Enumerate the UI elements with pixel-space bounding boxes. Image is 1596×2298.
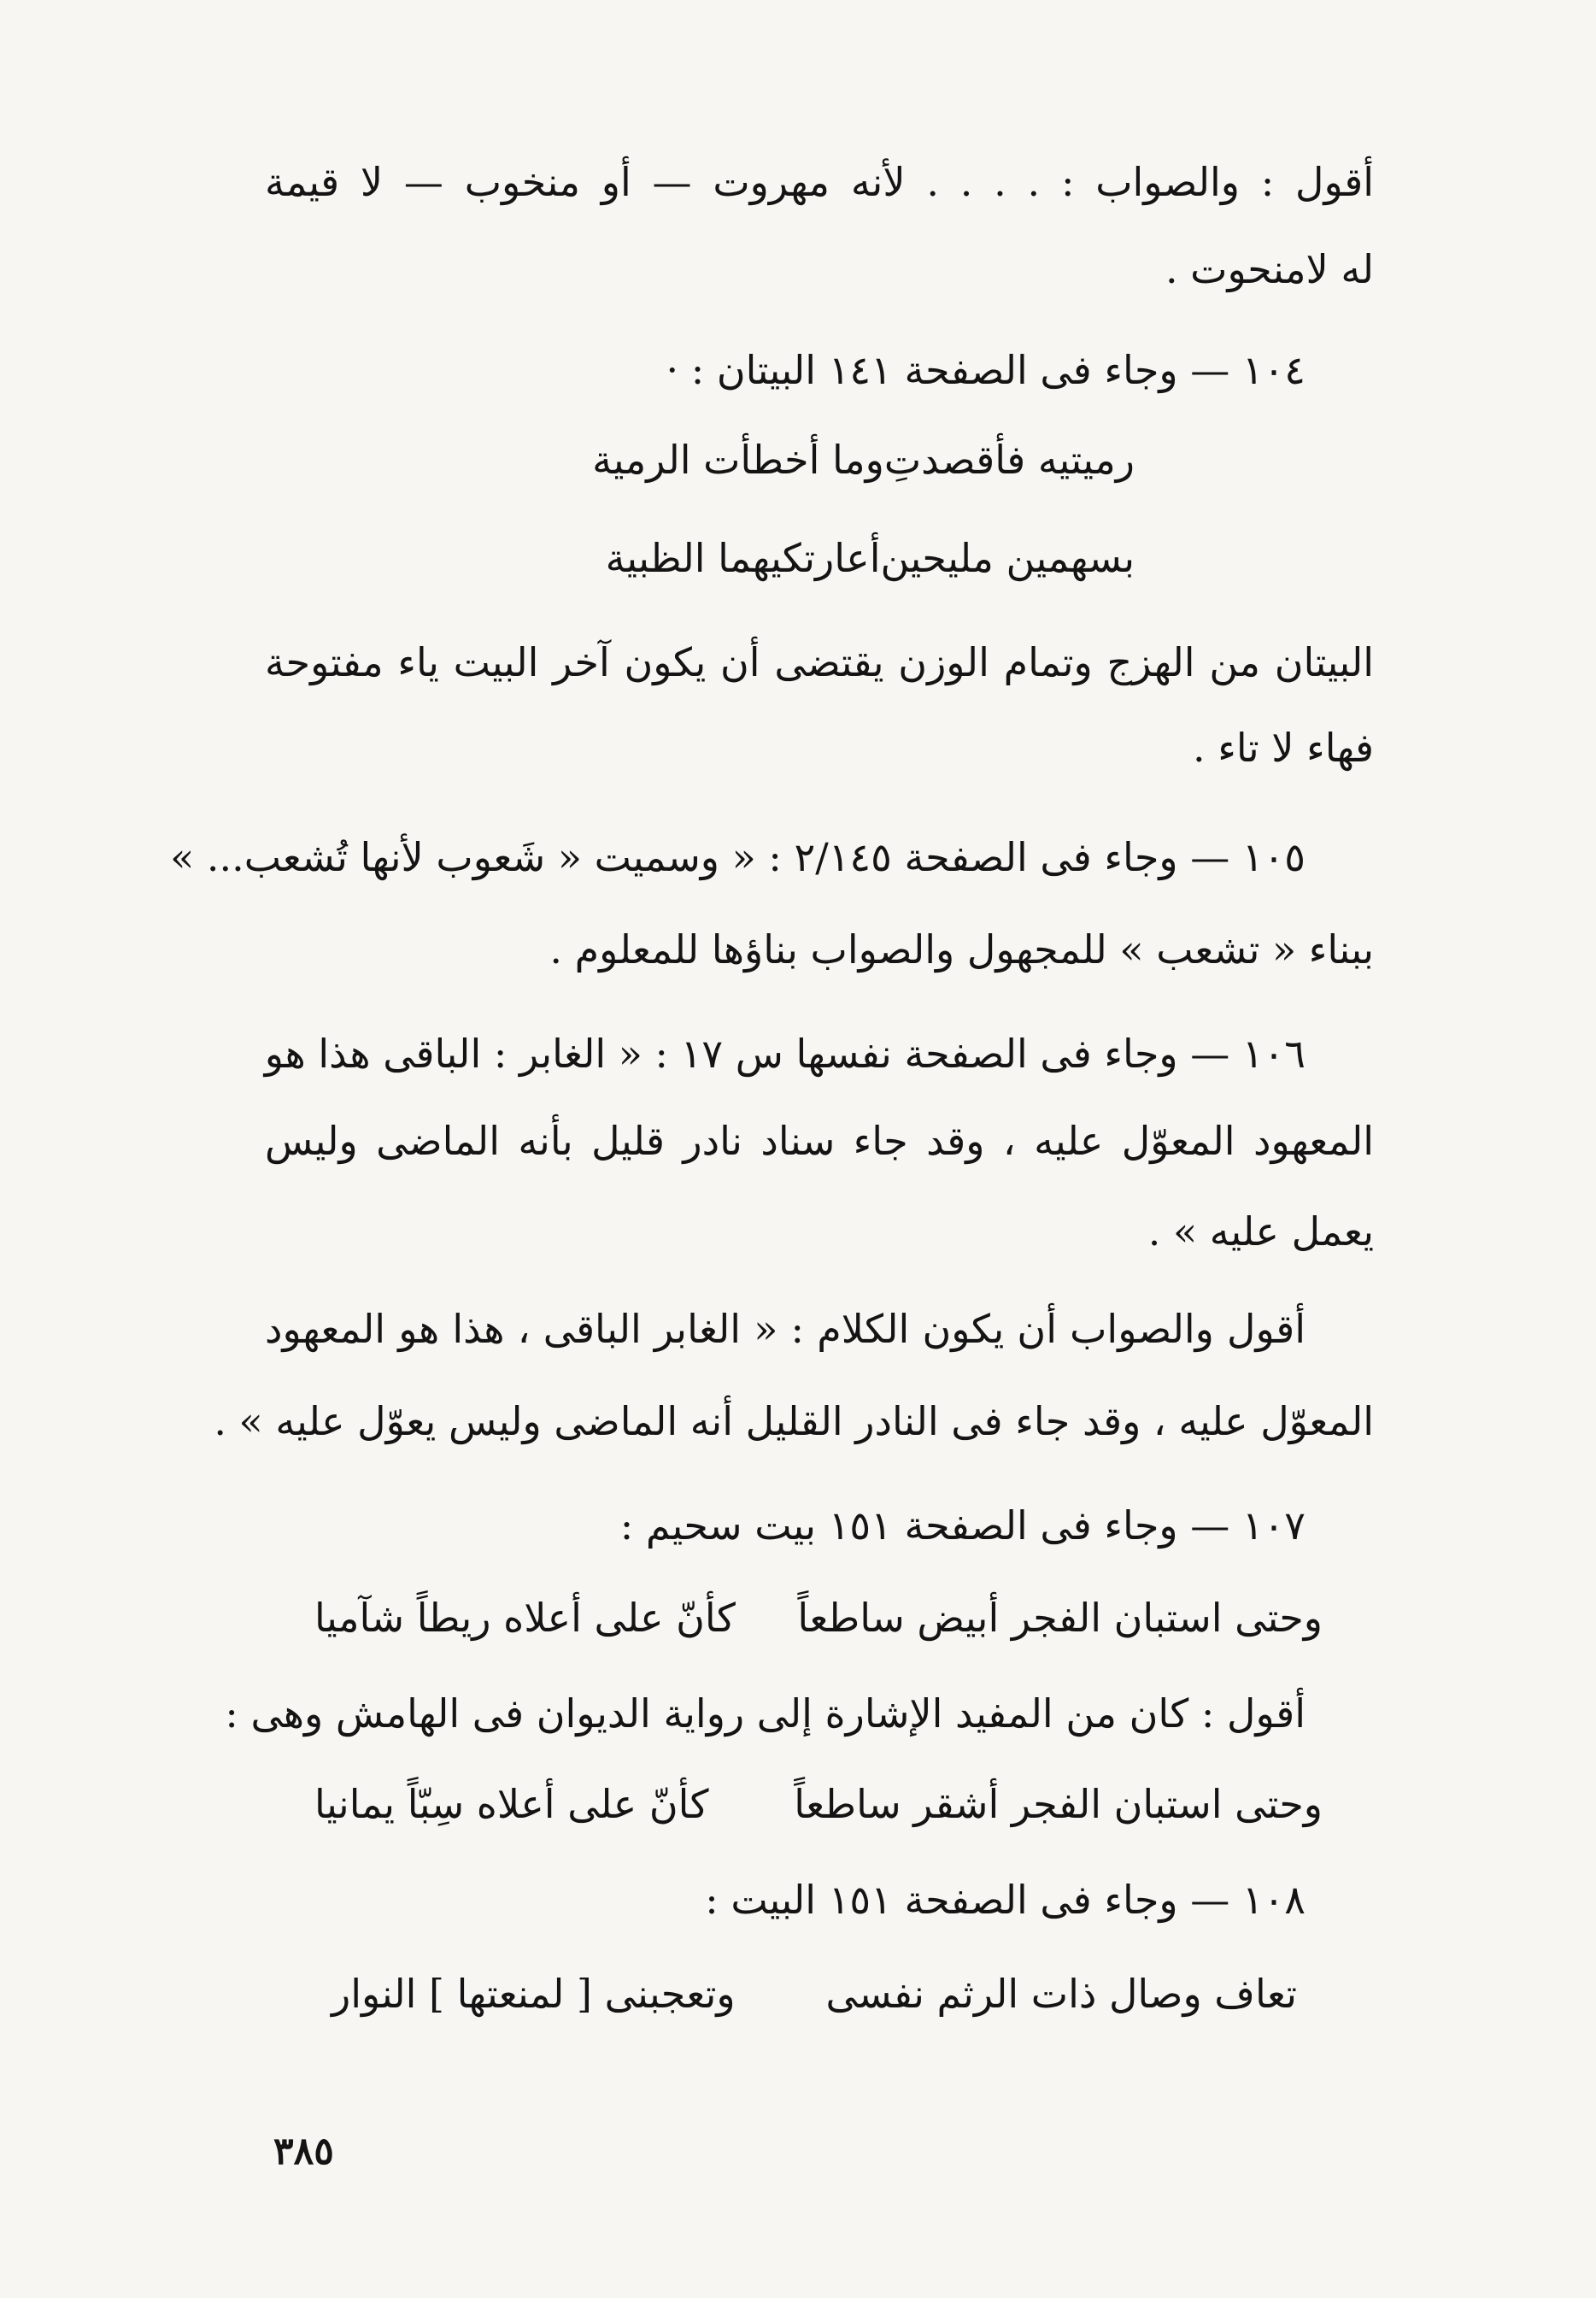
- verse-hemistich-second: أعارتكيهما الظبية: [605, 535, 881, 581]
- page-number: ٣٨٥: [273, 2130, 334, 2173]
- verse-hemistich-first: تعاف وصال ذات الرثم نفسى: [825, 1971, 1297, 2017]
- verse-hemistich-second: كأنّ على أعلاه ريطاً شآميا: [314, 1595, 736, 1641]
- text-line: المعوّل عليه ، وقد جاء فى النادر القليل أنه الماضى وليس يعوّل عليه » .: [214, 1398, 1374, 1444]
- text-line: أقول والصواب أن يكون الكلام : « الغابر الباقى ، هذا هو المعهود: [265, 1306, 1306, 1352]
- text-line: يعمل عليه » .: [1147, 1208, 1374, 1255]
- text-line: له لامنحوت .: [1165, 246, 1374, 292]
- text-line: فهاء لا تاء .: [1192, 725, 1374, 771]
- section-heading-104: ١٠٤ — وجاء فى الصفحة ١٤١ البيتان : ·: [666, 347, 1306, 393]
- section-heading-107: ١٠٧ — وجاء فى الصفحة ١٥١ بيت سحيم :: [619, 1502, 1306, 1549]
- verse-line: [314, 1781, 1323, 1827]
- section-heading-108: ١٠٨ — وجاء فى الصفحة ١٥١ البيت :: [705, 1877, 1306, 1923]
- text-line: المعهود المعوّل عليه ، وقد جاء سناد نادر قليل بأنه الماضى وليس: [265, 1118, 1374, 1164]
- verse-hemistich-first: وحتى استبان الفجر أشقر ساطعاً: [794, 1781, 1323, 1827]
- verse-hemistich-first: بسهمين مليحين: [880, 535, 1135, 581]
- verse-line: [605, 535, 1135, 581]
- verse-line: [592, 437, 1135, 483]
- verse-hemistich-second: وتعجبنى [ لمنعتها ] النوار: [332, 1971, 736, 2017]
- verse-hemistich-first: وحتى استبان الفجر أبيض ساطعاً: [797, 1595, 1323, 1641]
- section-heading-105: ١٠٥ — وجاء فى الصفحة ٢/١٤٥ : « وسميت « شَعوب لأنها تُشعب... »: [170, 834, 1306, 880]
- verse-hemistich-second: وما أخطأت الرمية: [592, 437, 884, 483]
- verse-line: [314, 1595, 1323, 1641]
- text-line: أقول : والصواب : . . . . لأنه مهروت — أو منخوب — لا قيمة: [265, 159, 1374, 205]
- text-line: أقول : كان من المفيد الإشارة إلى رواية الديوان فى الهامش وهى :: [225, 1690, 1306, 1737]
- verse-hemistich-first: رميتيه فأقصدتِ: [883, 437, 1135, 483]
- text-line: ببناء « تشعب » للمجهول والصواب بناؤها للمعلوم .: [549, 926, 1374, 973]
- verse-hemistich-second: كأنّ على أعلاه سِبّاً يمانيا: [314, 1781, 709, 1827]
- verse-line: [332, 1971, 1297, 2017]
- section-heading-106: ١٠٦ — وجاء فى الصفحة نفسها س ١٧ : « الغابر : الباقى هذا هو: [264, 1031, 1306, 1077]
- text-line: البيتان من الهزج وتمام الوزن يقتضى أن يكون آخر البيت ياء مفتوحة: [265, 639, 1374, 685]
